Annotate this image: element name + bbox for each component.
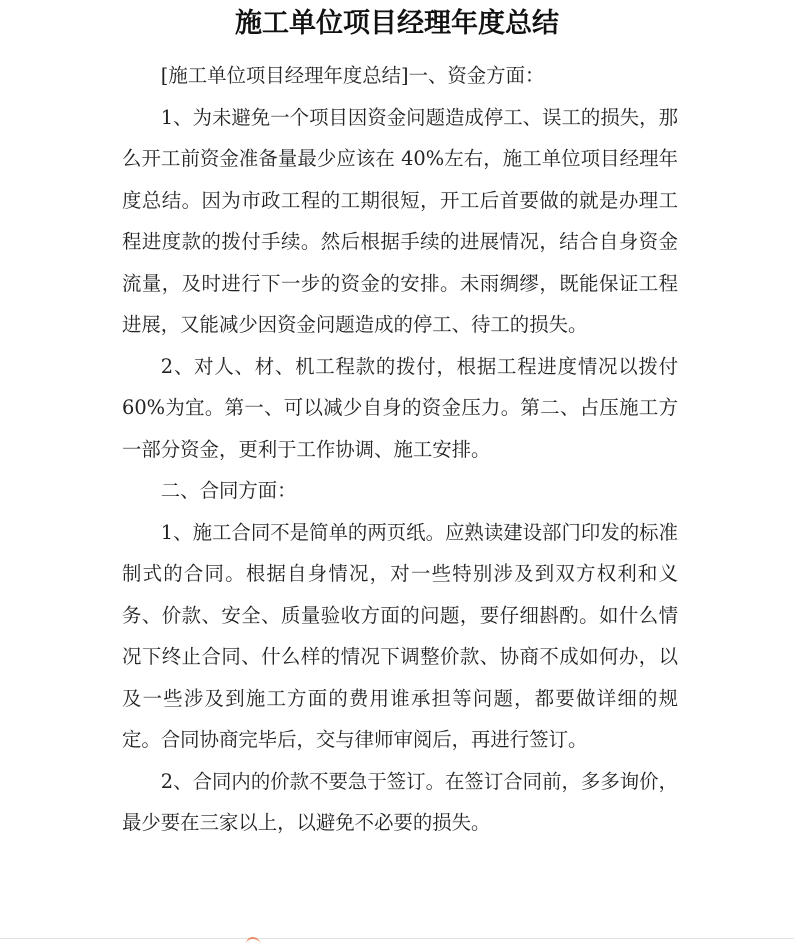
paragraph-contract-1: 1、施工合同不是简单的两页纸。应熟读建设部门印发的标准制式的合同。根据自身情况，对一些特别涉及到双方权利和义务、价款、安全、质量验收方面的问题，要仔细斟酌。如什么情况下终止合同、什么样的情况下调整价款、协商不成如何办，以及一些涉及到施工方面的费用谁承担等问题，都要做详细的规定。合同协商完毕后，交与律师审阅后，再进行签订。 <box>122 520 678 751</box>
paragraph-funds-2: 2、对人、材、机工程款的拨付，根据工程进度情况以拨付 60%为宜。第一、可以减少自身的资金压力。第二、占压施工方一部分资金，更利于工作协调、施工安排。 <box>122 354 678 461</box>
document-body <box>122 55 678 844</box>
partial-stamp-mark <box>246 937 260 944</box>
page-bottom-divider <box>0 938 794 939</box>
document-title: 施工单位项目经理年度总结 <box>235 8 559 39</box>
section-heading-contract: 二、合同方面： <box>160 479 297 502</box>
section-heading-funds: [施工单位项目经理年度总结]一、资金方面： <box>160 64 545 87</box>
paragraph-funds-1: 1、为未避免一个项目因资金问题造成停工、误工的损失，那么开工前资金准备量最少应该在 40%左右，施工单位项目经理年度总结。因为市政工程的工期很短，开工后首要做的就是办理工程进度款的拨付手续。然后根据手续的进展情况，结合自身资金流量，及时进行下一步的资金的安排。未雨绸缪，既能保证工程进展，又能减少因资金问题造成的停工、待工的损失。 <box>122 105 678 336</box>
paragraph-contract-2: 2、合同内的价款不要急于签订。在签订合同前，多多询价，最少要在三家以上，以避免不必要的损失。 <box>122 769 678 834</box>
